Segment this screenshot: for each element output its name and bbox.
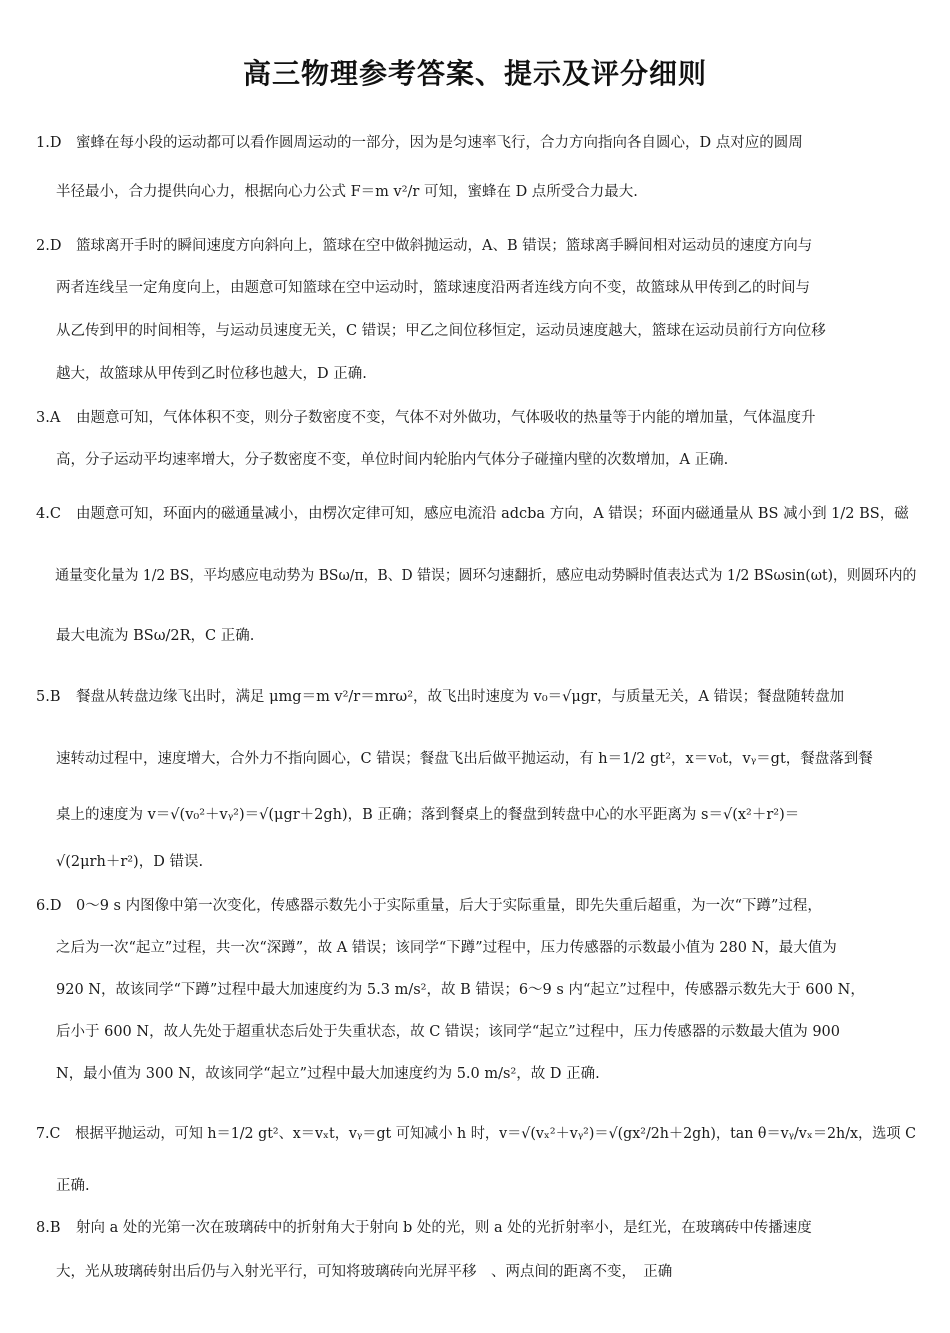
answer-text-line: 由题意可知，环面内的磁通量减小，由楞次定律可知，感应电流沿 adcba 方向，A 错误；环面内磁通量从 BS 减小到 1/2 BS，磁: [76, 506, 909, 522]
answer-text-line: 越大，故篮球从甲传到乙时位移也越大，D 正确.: [56, 366, 367, 382]
answer-text-line: 后小于 600 N，故人先处于超重状态后处于失重状态，故 C 错误；该同学“起立”过程中，压力传感器的示数最大值为 900: [56, 1024, 841, 1040]
answer-text-line: 通量变化量为 1/2 BS，平均感应电动势为 BSω/π，B、D 错误；圆环匀速翻折，感应电动势瞬时值表达式为 1/2 BSωsin(ωt)，则圆环内的: [55, 568, 917, 584]
answer-number: 2.D: [36, 238, 62, 254]
answer-text-line: 920 N，故该同学“下蹲”过程中最大加速度约为 5.3 m/s²，故 B 错误；6～9 s 内“起立”过程中，传感器示数先大于 600 N，: [56, 982, 865, 998]
answer-number: 8.B: [36, 1220, 61, 1236]
answer-text-line: 速转动过程中，速度增大，合外力不指向圆心，C 错误；餐盘飞出后做平抛运动，有 h＝1/2 gt²，x＝v₀t，vᵧ＝gt，餐盘落到餐: [56, 751, 873, 767]
answer-text-line: 0～9 s 内图像中第一次变化，传感器示数先小于实际重量，后大于实际重量，即先失重后超重，为一次“下蹲”过程，: [76, 898, 822, 914]
answer-text-line: N，最小值为 300 N，故该同学“起立”过程中最大加速度约为 5.0 m/s²，故 D 正确.: [56, 1066, 600, 1082]
answer-text-line: 由题意可知，气体体积不变，则分子数密度不变，气体不对外做功，气体吸收的热量等于内能的增加量，气体温度升: [76, 410, 816, 426]
page-title: 高三物理参考答案、提示及评分细则: [242, 57, 707, 90]
answer-text-line: 篮球离开手时的瞬间速度方向斜向上，篮球在空中做斜抛运动，A、B 错误；篮球离手瞬间相对运动员的速度方向与: [76, 238, 813, 254]
answer-text-line: 根据平抛运动，可知 h＝1/2 gt²、x＝vₓt，vᵧ＝gt 可知减小 h 时，v＝√(vₓ²＋vᵧ²)＝√(gx²/2h＋2gh)，tan θ＝vᵧ/vₓ＝2h/x，选项 C: [75, 1126, 916, 1142]
answer-text-line: 之后为一次“起立”过程，共一次“深蹲”，故 A 错误；该同学“下蹲”过程中，压力传感器的示数最小值为 280 N，最大值为: [56, 940, 837, 956]
answer-number: 1.D: [36, 135, 62, 151]
answer-text-line: 餐盘从转盘边缘飞出时，满足 μmg＝m v²/r＝mrω²，故飞出时速度为 v₀＝√μgr，与质量无关，A 错误；餐盘随转盘加: [76, 689, 845, 705]
answer-text-line: 两者连线呈一定角度向上，由题意可知篮球在空中运动时，篮球速度沿两者连线方向不变，故篮球从甲传到乙的时间与: [56, 280, 810, 296]
answer-text-line: 最大电流为 BSω/2R，C 正确.: [56, 628, 255, 644]
answer-text-line: √(2μrh＋r²)，D 错误.: [56, 854, 204, 870]
answer-number: 3.A: [36, 410, 61, 426]
answer-number: 5.B: [36, 689, 61, 705]
answer-text-line: 射向 a 处的光第一次在玻璃砖中的折射角大于射向 b 处的光，则 a 处的光折射率小，是红光，在玻璃砖中传播速度: [76, 1220, 812, 1236]
answer-number: 4.C: [36, 506, 61, 522]
answer-text-line: 桌上的速度为 v＝√(v₀²＋vᵧ²)＝√(μgr＋2gh)，B 正确；落到餐桌上的餐盘到转盘中心的水平距离为 s＝√(x²＋r²)＝: [56, 807, 800, 823]
answer-number: 6.D: [36, 898, 62, 914]
answer-text-line: 大，光从玻璃砖射出后仍与入射光平行，可知将玻璃砖向光屏平移 、两点间的距离不变， 正确: [56, 1264, 673, 1280]
answer-text-line: 从乙传到甲的时间相等，与运动员速度无关，C 错误；甲乙之间位移恒定，运动员速度越大，篮球在运动员前行方向位移: [56, 323, 826, 339]
answer-text-line: 蜜蜂在每小段的运动都可以看作圆周运动的一部分，因为是匀速率飞行，合力方向指向各自圆心，D 点对应的圆周: [76, 135, 803, 151]
answer-text-line: 半径最小，合力提供向心力，根据向心力公式 F＝m v²/r 可知，蜜蜂在 D 点所受合力最大.: [56, 184, 638, 200]
answer-text-line: 正确.: [56, 1178, 90, 1194]
answer-text-line: 高，分子运动平均速率增大，分子数密度不变，单位时间内轮胎内气体分子碰撞内壁的次数增加，A 正确.: [56, 452, 729, 468]
answer-number: 7.C: [36, 1126, 61, 1142]
